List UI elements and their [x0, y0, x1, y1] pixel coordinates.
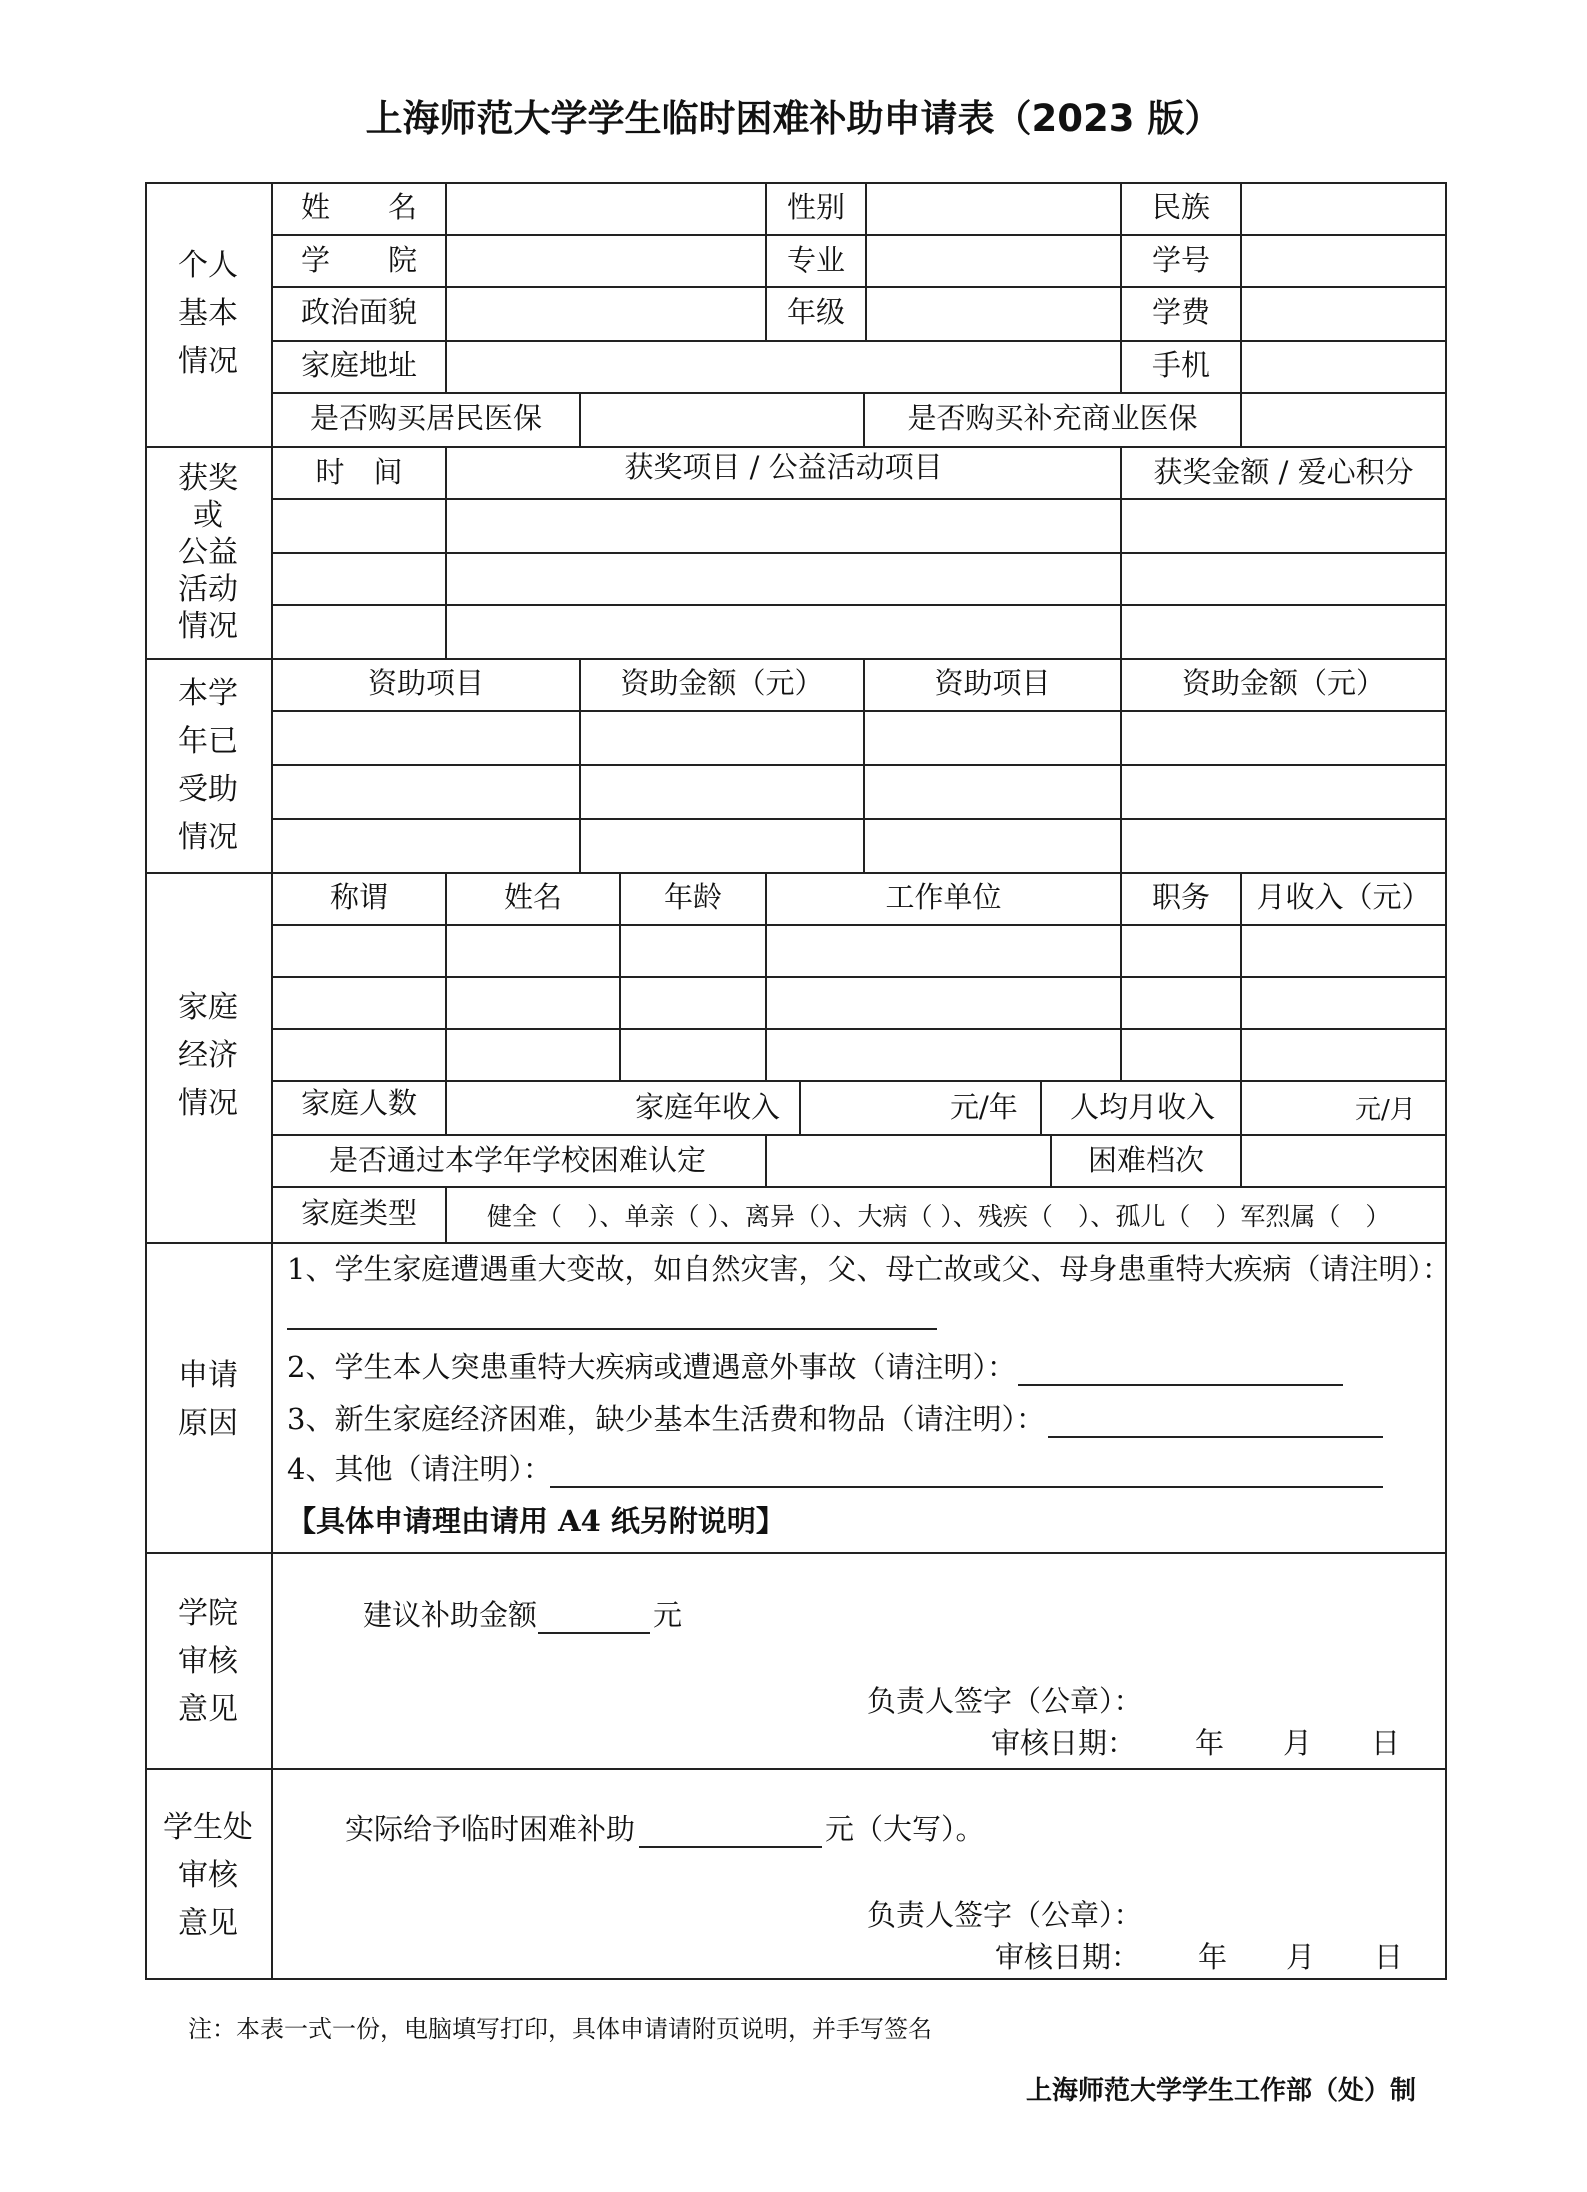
office-signer-label: 负责人签字（公章）：: [867, 1898, 1143, 1932]
award-item-label: 获奖项目 / 公益活动项目: [624, 450, 943, 484]
footer-maker: 上海师范大学学生工作部（处）制: [1026, 2076, 1417, 2106]
annual-income-label: 家庭年收入: [635, 1090, 781, 1124]
awards-section-label: 获奖 或 公益 活动 情况: [178, 461, 238, 644]
college-day: 日: [1371, 1726, 1401, 1760]
gender-label: 性别: [786, 190, 845, 224]
major-label: 专业: [786, 243, 845, 277]
award-time-label: 时 间: [315, 455, 403, 489]
reason-4-blank[interactable]: [550, 1460, 1383, 1488]
award-amount-label: 获奖金额 / 爱心积分: [1153, 455, 1414, 489]
family-type-options: 健全（ ）、单亲（ ）、离异（）、大病（ ）、残疾（ ）、孤儿（ ）军烈属（ ）: [487, 1202, 1391, 1231]
age-label: 年龄: [663, 880, 722, 914]
ethnicity-label: 民族: [1151, 190, 1210, 224]
phone-label: 手机: [1151, 348, 1210, 382]
actual-amount-label: 实际给予临时困难补助: [345, 1812, 636, 1846]
commercial-insurance-label: 是否购买补充商业医保: [907, 401, 1198, 435]
suggest-amount-label: 建议补助金额: [363, 1598, 538, 1632]
college-year: 年: [1195, 1726, 1225, 1760]
reason-3-blank[interactable]: [1048, 1410, 1383, 1438]
per-capita-unit: 元/月: [1355, 1095, 1416, 1125]
suggest-yuan: 元: [653, 1598, 683, 1632]
reason-4: 4、其他（请注明）：: [287, 1452, 552, 1486]
employer-label: 工作单位: [885, 880, 1002, 914]
reason-2-blank[interactable]: [1018, 1358, 1343, 1386]
reason-1-blank[interactable]: [287, 1302, 937, 1330]
college-label: 学 院: [300, 243, 417, 277]
family-members-label: 家庭人数: [300, 1086, 417, 1120]
college-review-section-label: 学院 审核 意见: [178, 1596, 238, 1727]
college-month: 月: [1283, 1726, 1313, 1760]
relation-label: 称谓: [329, 880, 388, 914]
form-title: 上海师范大学学生临时困难补助申请表（2023 版）: [365, 97, 1222, 140]
per-capita-label: 人均月收入: [1070, 1090, 1216, 1124]
political-status-label: 政治面貌: [300, 295, 417, 329]
footer-note: 注：本表一式一份，电脑填写打印，具体申请请附页说明，并手写签名: [188, 2015, 932, 2043]
reason-1: 1、学生家庭遭遇重大变故，如自然灾害，父、母亡故或父、母身患重特大疾病（请注明）：: [287, 1252, 1451, 1286]
difficulty-level-label: 困难档次: [1087, 1143, 1204, 1177]
monthly-income-label: 月收入（元）: [1256, 880, 1431, 914]
office-date-label: 审核日期：: [995, 1940, 1141, 1974]
college-date-label: 审核日期：: [991, 1726, 1137, 1760]
actual-yuan-caps: 元（大写）。: [825, 1812, 985, 1846]
name-label: 姓 名: [300, 190, 417, 224]
grade-label: 年级: [786, 295, 845, 329]
tuition-label: 学费: [1151, 295, 1210, 329]
resident-insurance-label: 是否购买居民医保: [309, 401, 542, 435]
office-year: 年: [1198, 1940, 1228, 1974]
suggest-amount-blank[interactable]: [538, 1606, 650, 1634]
aid-item-label-1: 资助项目: [367, 666, 484, 700]
reason-2: 2、学生本人突患重特大疾病或遭遇意外事故（请注明）：: [287, 1350, 1016, 1384]
office-month: 月: [1286, 1940, 1316, 1974]
aid-section-label: 本学 年已 受助 情况: [178, 676, 238, 855]
member-name-label: 姓名: [503, 880, 562, 914]
reason-section-label: 申请 原因: [178, 1358, 238, 1441]
aid-amount-label-1: 资助金额（元）: [620, 666, 824, 700]
position-label: 职务: [1151, 880, 1210, 914]
student-id-label: 学号: [1151, 243, 1210, 277]
office-review-section-label: 学生处 审核 意见: [163, 1810, 253, 1941]
application-form-table: [145, 182, 1451, 1980]
office-day: 日: [1374, 1940, 1404, 1974]
college-signer-label: 负责人签字（公章）：: [867, 1684, 1143, 1718]
aid-item-label-2: 资助项目: [934, 666, 1051, 700]
certified-label: 是否通过本学年学校困难认定: [329, 1143, 707, 1177]
attach-note: 【具体申请理由请用 A4 纸另附说明】: [287, 1504, 785, 1538]
aid-amount-label-2: 资助金额（元）: [1181, 666, 1385, 700]
actual-amount-blank[interactable]: [639, 1820, 822, 1848]
address-label: 家庭地址: [300, 348, 417, 382]
annual-income-unit: 元/年: [950, 1090, 1018, 1124]
reason-3: 3、新生家庭经济困难，缺少基本生活费和物品（请注明）：: [287, 1402, 1045, 1436]
personal-section-label: 个人 基本 情况: [178, 248, 238, 379]
family-type-label: 家庭类型: [300, 1196, 417, 1230]
family-section-label: 家庭 经济 情况: [178, 990, 238, 1121]
